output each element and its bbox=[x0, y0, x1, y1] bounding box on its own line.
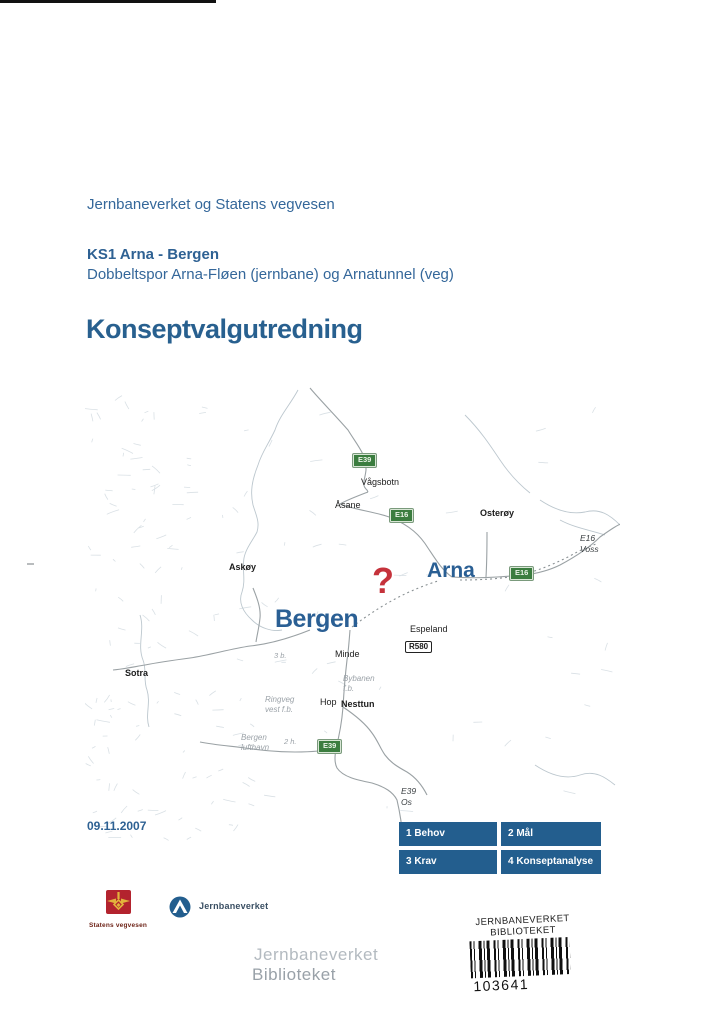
map-label-hop: Hop bbox=[320, 697, 337, 707]
statens-vegvesen-label: Statens vegvesen bbox=[88, 922, 148, 929]
question-mark: ? bbox=[372, 560, 394, 601]
map-label-arna: Arna bbox=[427, 559, 475, 582]
map-label-lufthavn-line2: lufthavn bbox=[241, 743, 270, 752]
project-title: KS1 Arna - Bergen bbox=[87, 246, 219, 263]
jernbaneverket-emblem-icon bbox=[169, 896, 191, 918]
road-sign-e16-arna: E16 bbox=[510, 567, 533, 580]
statens-vegvesen-logo bbox=[86, 890, 150, 929]
barcode-label-line1: JERNBANEVERKET bbox=[475, 912, 570, 929]
process-box-behov: 1 Behov bbox=[399, 822, 497, 846]
library-barcode-label bbox=[464, 913, 583, 995]
map-label-ringveg-vest bbox=[265, 695, 294, 715]
map-label-asane: Åsane bbox=[335, 500, 361, 510]
map-label-e16-voss-line1: E16 bbox=[580, 533, 596, 543]
map-label-ringveg-line2: vest f.b. bbox=[265, 705, 294, 714]
barcode bbox=[469, 937, 571, 978]
map-label-bergen: Bergen bbox=[275, 605, 359, 633]
project-subtitle: Dobbeltspor Arna-Fløen (jernbane) og Arnatunnel (veg) bbox=[87, 266, 454, 283]
map-label-e39-os-line1: E39 bbox=[401, 786, 417, 796]
map-label-lufthavn-line1: Bergen bbox=[241, 733, 267, 742]
road-sign-e39-north: E39 bbox=[353, 454, 376, 467]
map-note-3b: 3 b. bbox=[274, 651, 287, 660]
map-label-e39-os bbox=[401, 786, 416, 807]
road-sign-e16-asane: E16 bbox=[390, 509, 413, 522]
map-label-nesttun: Nesttun bbox=[341, 699, 375, 709]
map-label-bybanen-line2: f.b. bbox=[343, 684, 355, 693]
map-label-e39-os-line2: Os bbox=[401, 796, 412, 807]
map-label-vagsbotn: Vågsbotn bbox=[361, 477, 400, 487]
scan-artifact-top-edge bbox=[0, 0, 216, 3]
map-label-bergen-lufthavn bbox=[241, 733, 269, 753]
map-label-bybanen bbox=[343, 674, 375, 694]
barcode-number: 103641 bbox=[473, 975, 530, 995]
overview-map bbox=[85, 385, 620, 847]
document-main-title: Konseptvalgutredning bbox=[86, 314, 363, 344]
map-label-e16-voss bbox=[580, 533, 599, 554]
road-sign-e39-south: E39 bbox=[318, 740, 341, 753]
map-label-askoy: Askøy bbox=[229, 562, 257, 572]
library-stamp-line2: Biblioteket bbox=[252, 965, 336, 984]
scan-artifact-left-dash bbox=[27, 563, 34, 565]
map-label-sotra: Sotra bbox=[125, 668, 149, 678]
statens-vegvesen-emblem-icon bbox=[105, 890, 132, 915]
map-label-minde: Minde bbox=[335, 649, 360, 659]
organisations-line: Jernbaneverket og Statens vegvesen bbox=[87, 196, 335, 213]
report-date: 09.11.2007 bbox=[87, 819, 147, 833]
process-box-mal: 2 Mål bbox=[501, 822, 601, 846]
map-label-e16-voss-line2: Voss bbox=[580, 543, 599, 554]
map-note-2h: 2 h. bbox=[284, 737, 297, 746]
map-label-bybanen-line1: Bybanen bbox=[343, 674, 375, 683]
process-box-konseptanalyse: 4 Konseptanalyse bbox=[501, 850, 601, 874]
map-label-espeland: Espeland bbox=[410, 624, 448, 634]
map-label-osteroy: Osterøy bbox=[480, 508, 515, 518]
road-sign-r580: R580 bbox=[405, 641, 432, 653]
jernbaneverket-logo bbox=[169, 896, 191, 923]
map-label-ringveg-line1: Ringveg bbox=[265, 695, 295, 704]
process-step-boxes bbox=[399, 822, 601, 874]
jernbaneverket-label: Jernbaneverket bbox=[199, 901, 269, 911]
library-stamp-line1: Jernbaneverket bbox=[254, 945, 379, 964]
barcode-label-line2: BIBLIOTEKET bbox=[490, 924, 557, 939]
process-box-krav: 3 Krav bbox=[399, 850, 497, 874]
